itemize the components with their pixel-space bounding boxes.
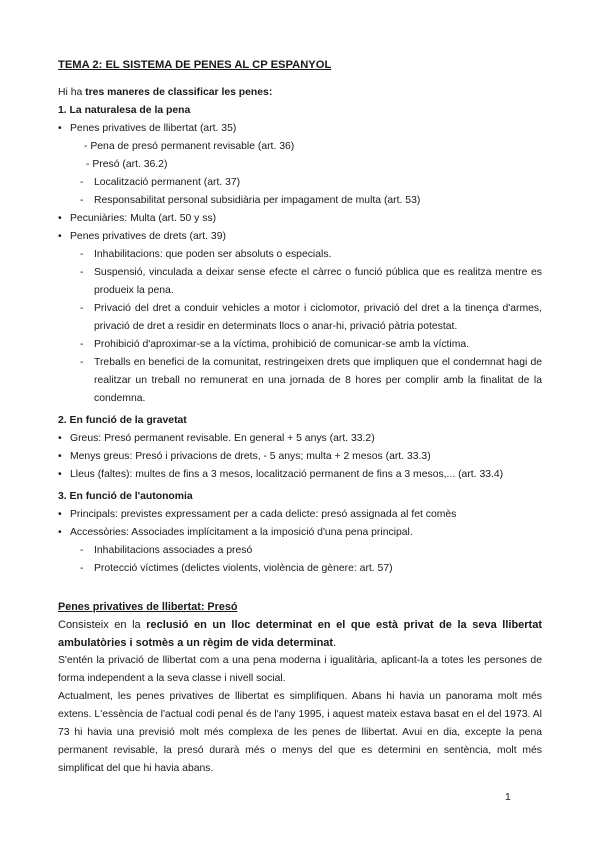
subitem-preso: - Presó (art. 36.2) — [86, 159, 168, 170]
bullet-accessories: • Accessòries: Associades implícitament a la imposició d'una pena principal. — [58, 524, 542, 542]
subitem-inhabilitacions-preso: - Inhabilitacions associades a presó — [58, 542, 542, 560]
intro-bold: tres maneres de classificar les penes: — [85, 87, 273, 98]
bullet-privatives-drets: • Penes privatives de drets (art. 39) — [58, 228, 542, 246]
preso-lead-prefix: Consisteix en la — [58, 619, 147, 631]
preso-lead-bold: reclusió en un lloc determinat en el que està privat de la seva llibertat ambulatòries i sotmès a un règim de vida determinat — [58, 619, 543, 649]
intro-prefix: Hi ha — [58, 87, 86, 98]
document-content — [58, 56, 542, 778]
bullet-pecuniaries: • Pecuniàries: Multa (art. 50 y ss) — [58, 210, 542, 228]
subitem-prohibicio: - Prohibició d'aproximar-se a la víctima, prohibició de comunicar-se amb la víctima. — [58, 336, 542, 354]
section2-heading: 2. En funció de la gravetat — [58, 415, 187, 426]
intro-line — [58, 84, 542, 102]
page-number: 1 — [505, 792, 511, 803]
section1-heading: 1. La naturalesa de la pena — [58, 105, 191, 116]
preso-heading: Penes privatives de llibertat: Presó — [58, 601, 238, 613]
preso-lead — [58, 616, 542, 652]
subitem-treballs: - Treballs en benefici de la comunitat, restringeixen drets que impliquen que el condemnat hagi de realitzar un treball no remunerat en una jornada de 8 hores per complir amb la finalitat de la condemna. — [58, 354, 542, 408]
subitem-inhabilitacions: - Inhabilitacions: que poden ser absoluts o especials. — [58, 246, 542, 264]
subitem-responsabilitat: - Responsabilitat personal subsidiària per impagament de multa (art. 53) — [58, 192, 542, 210]
subitem-suspensio: - Suspensió, vinculada a deixar sense efecte el càrrec o funció pública que es realitza mentre es produeix la pena. — [58, 264, 542, 300]
bullet-principals: • Principals: previstes expressament per a cada delicte: presó assignada al fet comès — [58, 506, 542, 524]
subitem-localitzacio: - Localització permanent (art. 37) — [58, 174, 542, 192]
preso-paragraph-1: S'entén la privació de llibertat com a una pena moderna i igualitària, aplicant-la a totes les persones de forma independent a la seva classe i nivell social. — [58, 655, 542, 684]
subitem-privacio-dret: - Privació del dret a conduir vehicles a motor i ciclomotor, privació del dret a la tinença d'armes, privació de dret a residir en determinats llocs o anar-hi, privació pàtria potestat. — [58, 300, 542, 336]
bullet-privatives-llibertat: • Penes privatives de llibertat (art. 35) — [58, 120, 542, 138]
preso-lead-suffix: . — [333, 637, 337, 649]
section3-heading: 3. En funció de l'autonomia — [58, 491, 193, 502]
subitem-proteccio-victimes: - Protecció víctimes (delictes violents, violència de gènere: art. 57) — [58, 560, 542, 578]
bullet-menys-greus: • Menys greus: Presó i privacions de drets, - 5 anys; multa + 2 mesos (art. 33.3) — [58, 448, 542, 466]
preso-paragraph-2: Actualment, les penes privatives de llibertat es simplifiquen. Abans hi havia un panorama molt més extens. L'essència de l'actual codi penal és de l'any 1995, i aquest mateix estava basat en el del 1973. Al 73 hi havia una previsió molt més complexa de les penes de llibertat. Avui en dia, excepte la pena permanent revisable, la presó durarà més o menys del que es determini en sentència, molt més simplificat del que hi havia abans. — [58, 691, 542, 774]
bullet-lleus: • Lleus (faltes): multes de fins a 3 mesos, localització permanent de fins a 3 mesos,... (art. 33.4) — [58, 466, 542, 484]
document-title: TEMA 2: EL SISTEMA DE PENES AL CP ESPANYOL — [58, 59, 332, 71]
bullet-greus: • Greus: Presó permanent revisable. En general + 5 anys (art. 33.2) — [58, 430, 542, 448]
subitem-preso-permanent: - Pena de presó permanent revisable (art. 36) — [84, 141, 295, 152]
